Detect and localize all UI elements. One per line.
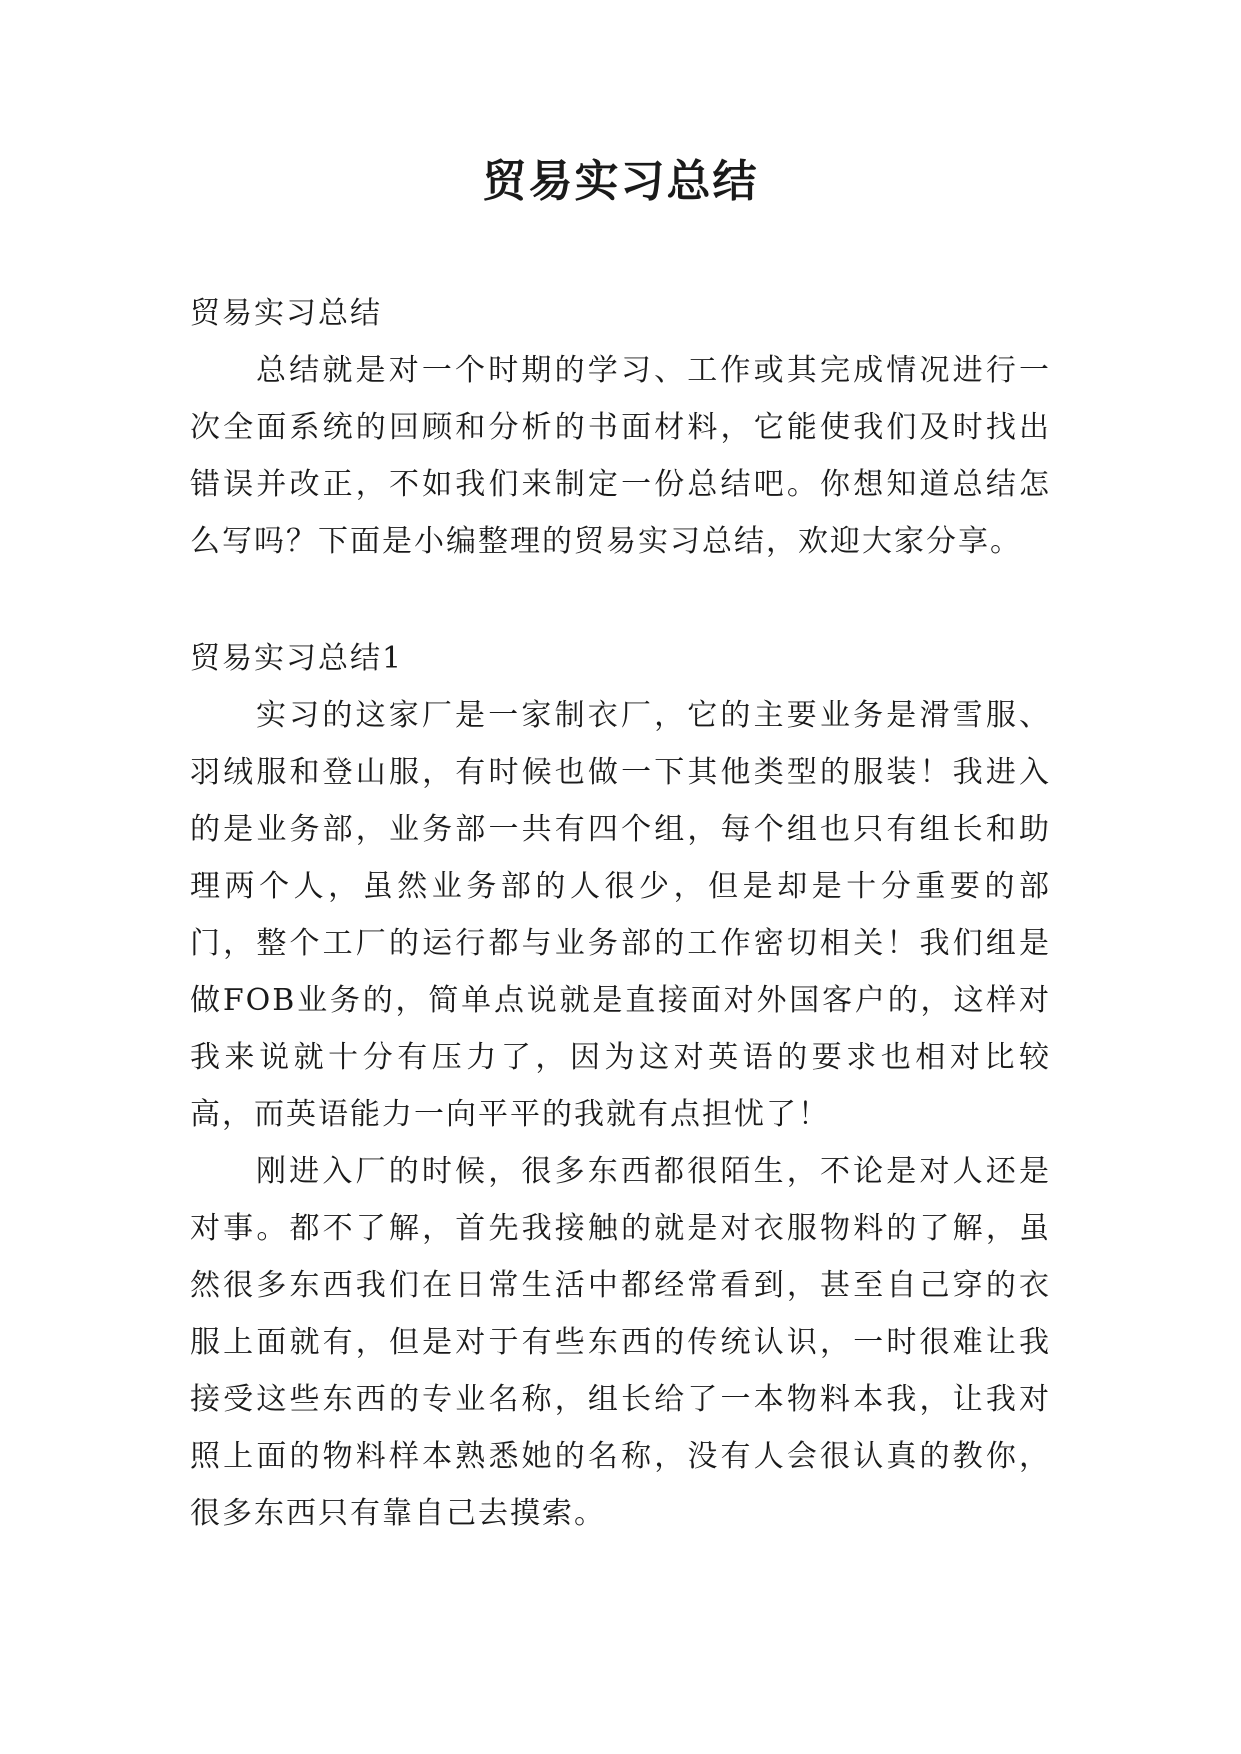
section-spacer xyxy=(190,570,1051,630)
section-1-paragraph-1: 实习的这家厂是一家制衣厂，它的主要业务是滑雪服、羽绒服和登山服，有时候也做一下其他类型的服装！我进入的是业务部，业务部一共有四个组，每个组也只有组长和助理两个人，虽然业务部的人很少，但是却是十分重要的部门，整个工厂的运行都与业务部的工作密切相关！我们组是做FOB业务的，简单点说就是直接面对外国客户的，这样对我来说就十分有压力了，因为这对英语的要求也相对比较高，而英语能力一向平平的我就有点担忧了！ xyxy=(190,698,1051,1132)
intro-heading: 贸易实习总结 xyxy=(190,296,382,331)
document-body xyxy=(190,285,1051,1542)
intro-paragraph: 总结就是对一个时期的学习、工作或其完成情况进行一次全面系统的回顾和分析的书面材料，它能使我们及时找出错误并改正，不如我们来制定一份总结吧。你想知道总结怎么写吗？下面是小编整理的贸易实习总结，欢迎大家分享。 xyxy=(190,353,1051,559)
document-title: 贸易实习总结 xyxy=(482,156,759,207)
section-1-paragraph-2: 刚进入厂的时候，很多东西都很陌生，不论是对人还是对事。都不了解，首先我接触的就是对衣服物料的了解，虽然很多东西我们在日常生活中都经常看到，甚至自己穿的衣服上面就有，但是对于有些东西的传统认识，一时很难让我接受这些东西的专业名称，组长给了一本物料本我，让我对照上面的物料样本熟悉她的名称，没有人会很认真的教你，很多东西只有靠自己去摸索。 xyxy=(190,1154,1051,1531)
section-1-heading: 贸易实习总结1 xyxy=(190,641,404,676)
